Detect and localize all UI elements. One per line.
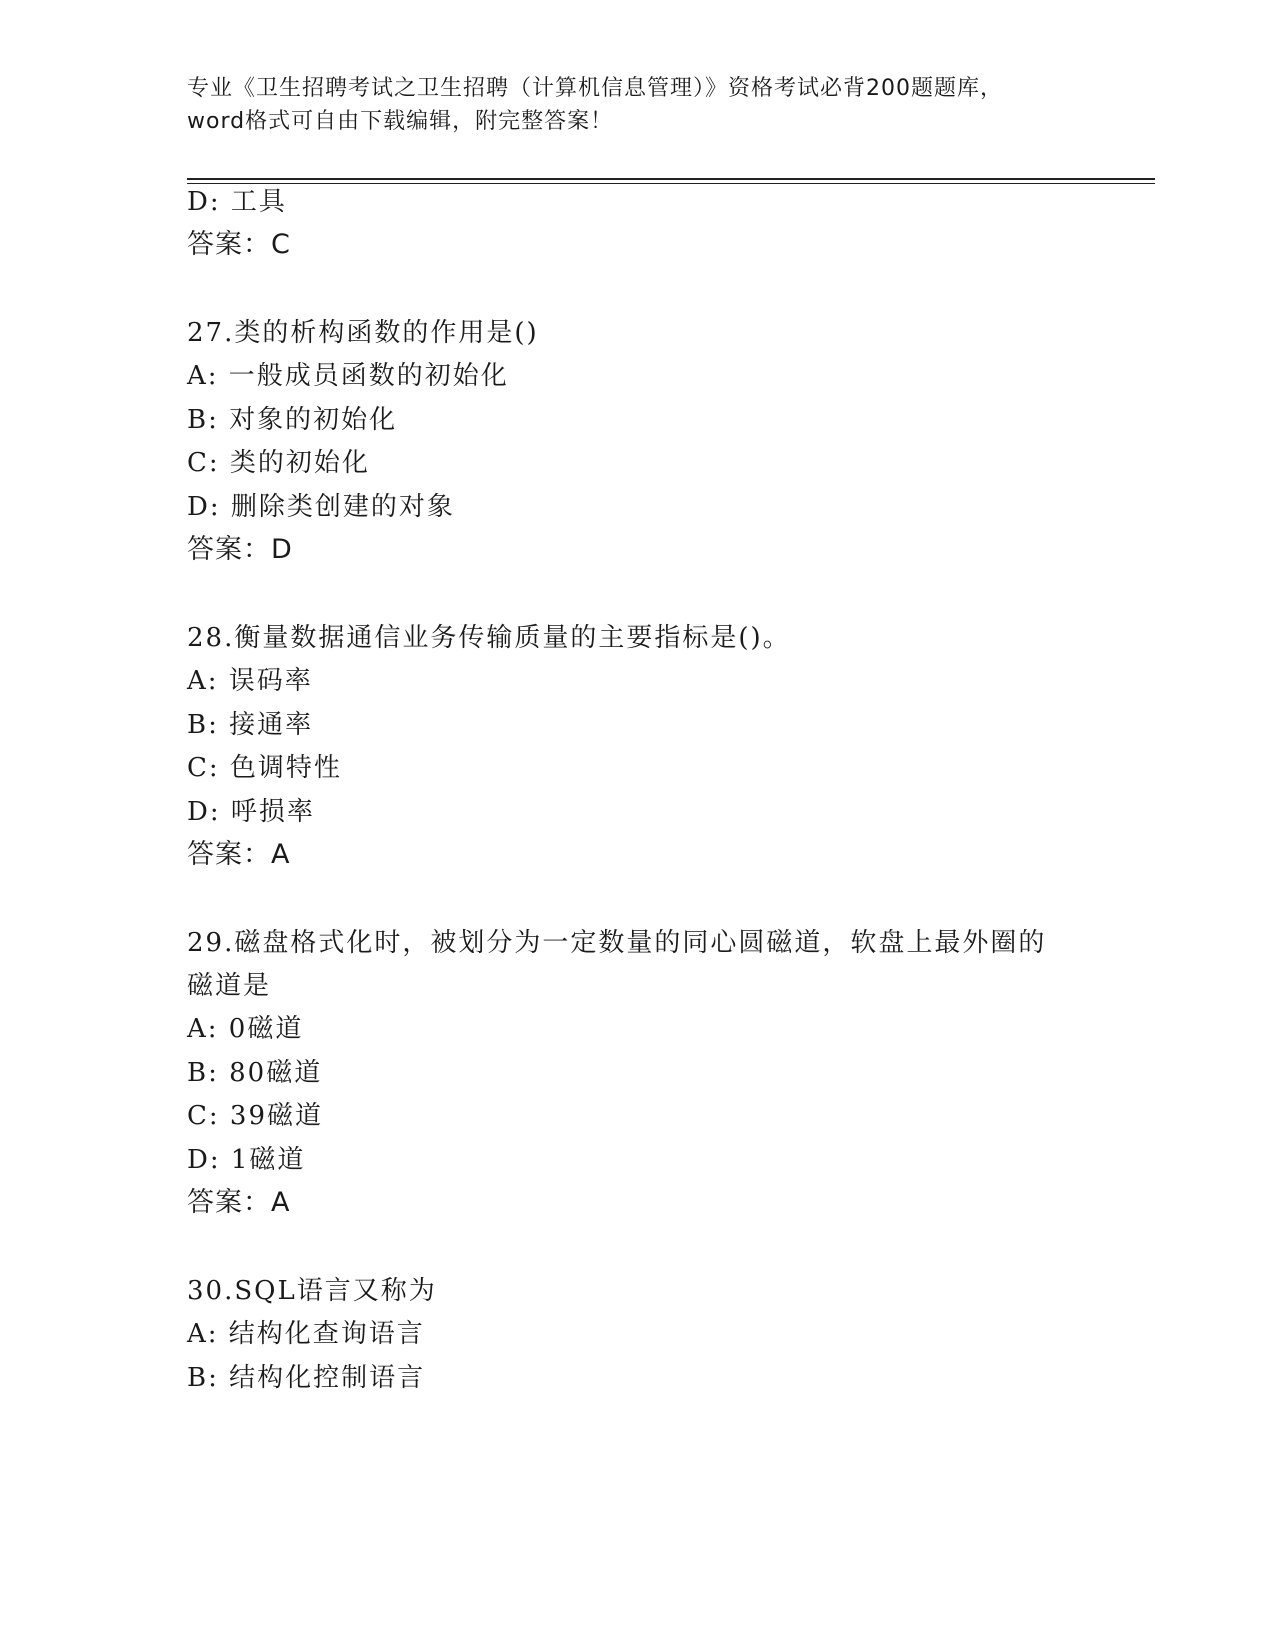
question-27-option-a: A: 一般成员函数的初始化 xyxy=(187,361,509,391)
question-30-stem: 30.SQL语言又称为 xyxy=(187,1276,437,1306)
question-27-stem: 27.类的析构函数的作用是() xyxy=(187,318,539,348)
question-29-option-a: A: 0磁道 xyxy=(187,1014,304,1044)
header-divider xyxy=(187,178,1155,184)
question-28-option-a: A: 误码率 xyxy=(187,666,313,696)
question-30-option-a: A: 结构化查询语言 xyxy=(187,1319,425,1349)
question-28-option-c: C: 色调特性 xyxy=(187,753,342,783)
option-d: D: 工具 xyxy=(187,187,287,217)
question-28-stem: 28.衡量数据通信业务传输质量的主要指标是()。 xyxy=(187,623,791,653)
answer-26: 答案：C xyxy=(187,229,291,260)
question-29-option-c: C: 39磁道 xyxy=(187,1101,324,1131)
question-28-option-b: B: 接通率 xyxy=(187,710,314,740)
question-29-stem-line-2: 磁道是 xyxy=(187,971,272,1001)
question-29-answer: 答案：A xyxy=(187,1187,291,1218)
header-line-2: word格式可自由下载编辑，附完整答案！ xyxy=(187,109,614,134)
question-29-option-b: B: 80磁道 xyxy=(187,1058,323,1088)
document-header xyxy=(187,72,1087,138)
question-27-answer: 答案：D xyxy=(187,534,293,565)
question-27-option-d: D: 删除类创建的对象 xyxy=(187,492,455,522)
header-line-1: 专业《卫生招聘考试之卫生招聘（计算机信息管理）》资格考试必背200题题库， xyxy=(187,76,1003,101)
question-27-option-c: C: 类的初始化 xyxy=(187,448,370,478)
question-29-option-d: D: 1磁道 xyxy=(187,1145,306,1175)
question-30-option-b: B: 结构化控制语言 xyxy=(187,1363,426,1393)
question-28-option-d: D: 呼损率 xyxy=(187,797,315,827)
question-29-stem-line-1: 29.磁盘格式化时，被划分为一定数量的同心圆磁道，软盘上最外圈的 xyxy=(187,928,1047,958)
question-28-answer: 答案：A xyxy=(187,839,291,870)
question-27-option-b: B: 对象的初始化 xyxy=(187,405,398,435)
